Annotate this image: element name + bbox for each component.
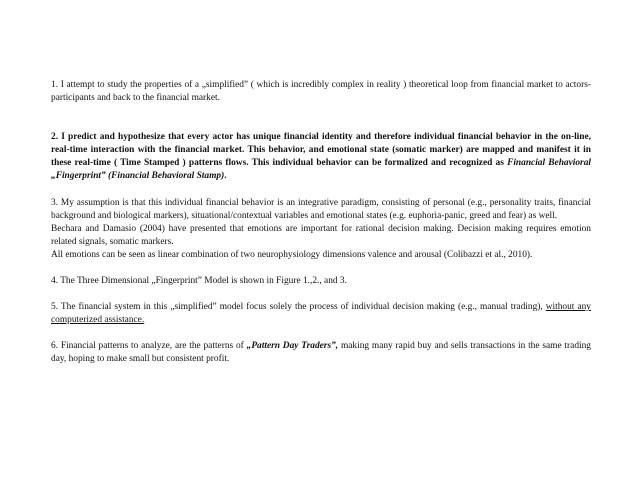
paragraph-5 bbox=[51, 301, 591, 327]
paragraph-3-line-3: All emotions can be seen as linear combination of two neurophysiology dimensions valence and arousal (Colibazzi et al., 2010). bbox=[51, 249, 533, 260]
paragraph-2 bbox=[51, 131, 591, 183]
paragraph-2-emphasis: Financial Behavioral „Fingerprint” (Financial Behavioral Stamp) bbox=[51, 158, 591, 182]
paragraph-3 bbox=[51, 197, 591, 262]
paragraph-5-underlined: without any computerized assistance. bbox=[51, 302, 591, 326]
paragraph-5-text: 5. The financial system in this „simplified” model focus solely the process of individual decision making (e.g., manual trading), bbox=[51, 302, 546, 313]
paragraph-spacer bbox=[51, 327, 591, 340]
paragraph-spacer bbox=[51, 105, 591, 131]
paragraph-4-text: 4. The Three Dimensional „Fingerprint” Model is shown in Figure 1.,2., and 3. bbox=[51, 276, 347, 287]
paragraph-3-line-2: Bechara and Damasio (2004) have presented that emotions are important for rational decision making. Decision making requires emotion related signals, somatic markers. bbox=[51, 223, 591, 247]
document-body bbox=[51, 79, 591, 367]
paragraph-1 bbox=[51, 79, 591, 105]
paragraph-6-end: making many rapid buy and sells transactions in the same trading day, hoping to make small but consistent profit. bbox=[51, 341, 591, 365]
paragraph-6-emphasis: „Pattern Day Traders”, bbox=[246, 341, 339, 352]
paragraph-4 bbox=[51, 275, 591, 288]
paragraph-spacer bbox=[51, 262, 591, 275]
paragraph-6 bbox=[51, 340, 591, 366]
paragraph-2-end: . bbox=[224, 171, 227, 182]
paragraph-6-text: 6. Financial patterns to analyze, are the patterns of bbox=[51, 341, 247, 352]
paragraph-spacer bbox=[51, 184, 591, 197]
paragraph-1-text: 1. I attempt to study the properties of a „simplified” ( which is incredibly complex in reality ) theoretical loop from financial market to actors-participants and back to the financial market. bbox=[51, 80, 591, 104]
paragraph-3-line-1: 3. My assumption is that this individual financial behavior is an integrative paradigm, consisting of personal (e.g., personality traits, financial background and biological markers), situational/contextual variables and emotional states (e.g. euphoria-panic, greed and fear) as well. bbox=[51, 197, 591, 221]
paragraph-spacer bbox=[51, 288, 591, 301]
paragraph-2-text: 2. I predict and hypothesize that every actor has unique financial identity and therefore individual financial behavior in the on-line, real-time interaction with the financial market. This behavior, and emotional state (somatic marker) are mapped and manifest it in these real-time ( Time Stamped ) patterns flows. This individual behavior can be formalized and recognized as bbox=[51, 132, 591, 169]
